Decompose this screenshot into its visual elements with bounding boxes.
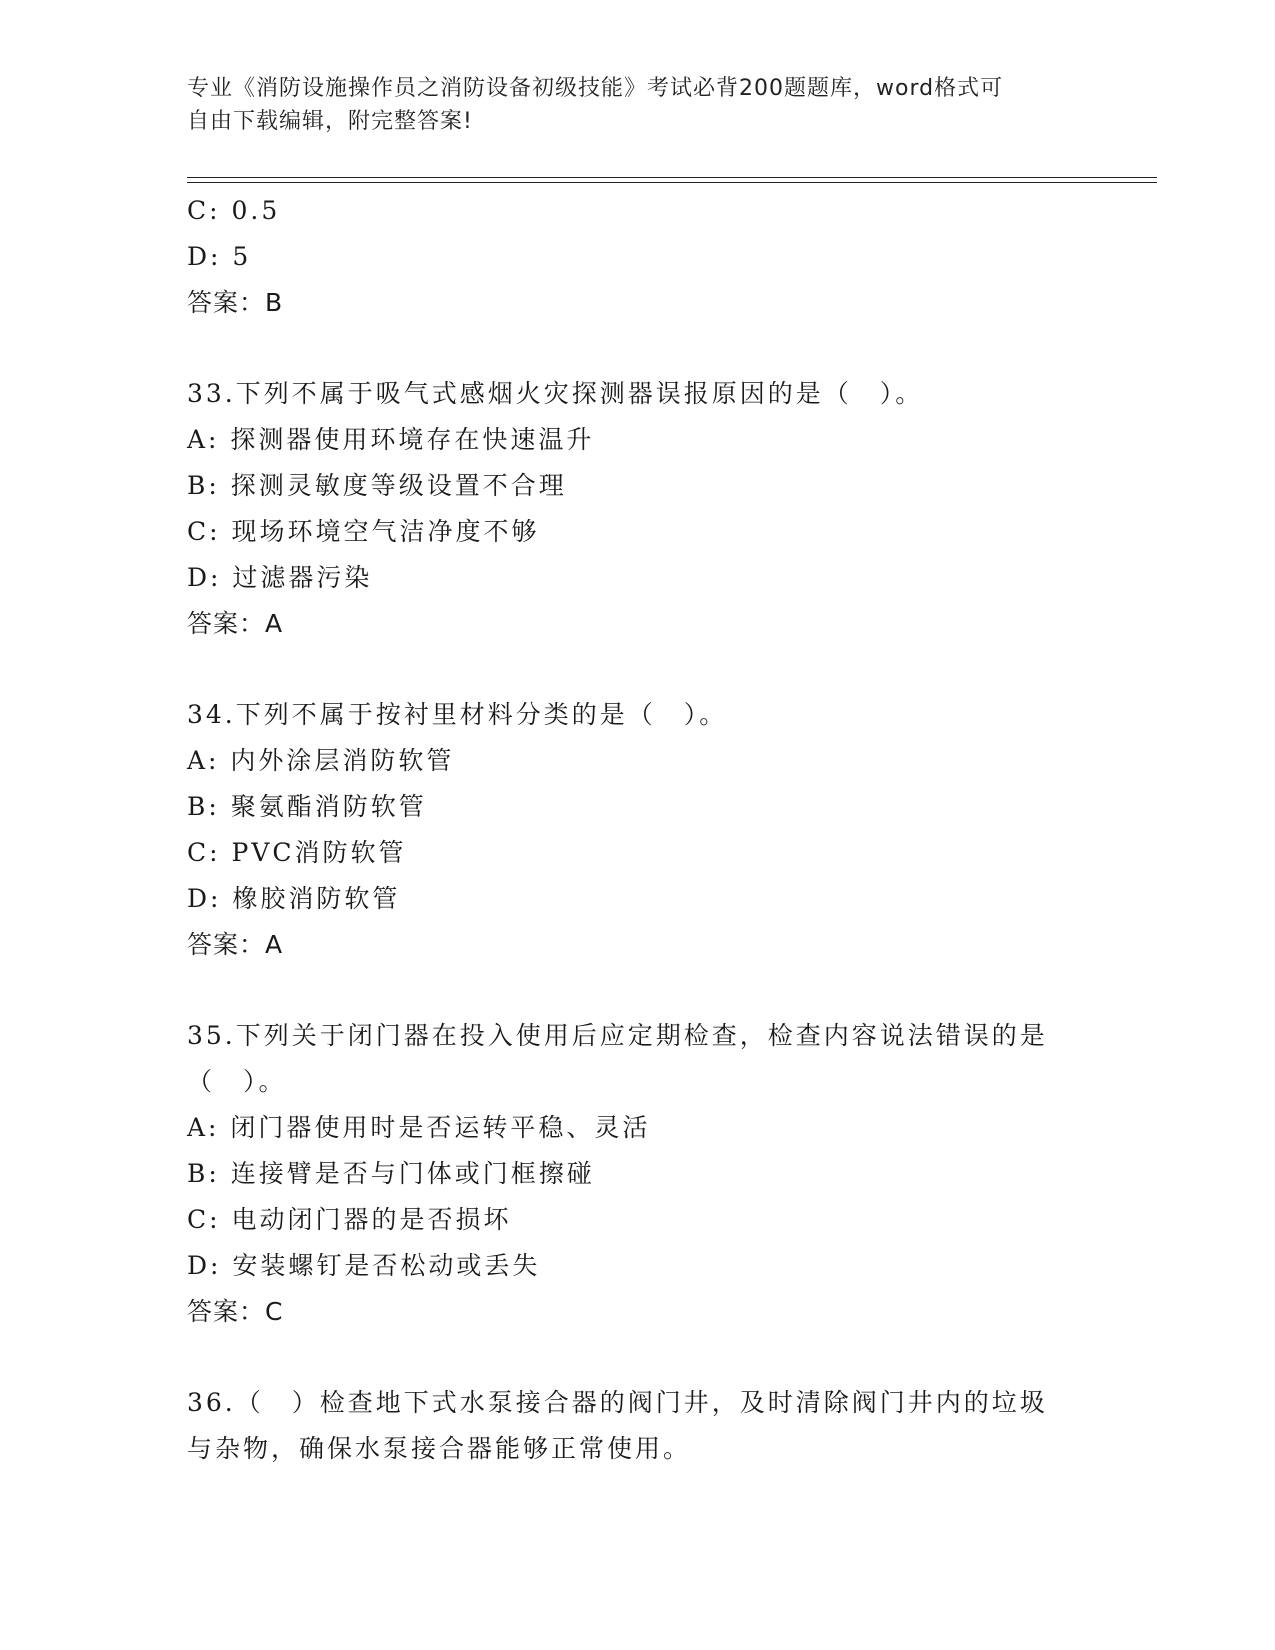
answer-label: 答案：A [187, 930, 284, 959]
question-stem-line-2: 与杂物，确保水泵接合器能够正常使用。 [187, 1434, 692, 1463]
spacer [187, 647, 1087, 692]
header-divider-top [187, 177, 1157, 178]
question-stem: 33.下列不属于吸气式感烟火灾探测器误报原因的是（ ）。 [187, 379, 924, 408]
question-stem: 34.下列不属于按衬里材料分类的是（ ）。 [187, 700, 728, 729]
spacer [187, 968, 1087, 1013]
option-b: B: 连接臂是否与门体或门框擦碰 [187, 1159, 595, 1188]
header-line-1: 专业《消防设施操作员之消防设备初级技能》考试必背200题题库，word格式可 [187, 76, 1004, 101]
document-header [187, 72, 1067, 138]
question-stem-line-1: 36.（ ）检查地下式水泵接合器的阀门井，及时清除阀门井内的垃圾 [187, 1388, 1048, 1417]
option-c: C: 现场环境空气洁净度不够 [187, 517, 540, 546]
option-a: A: 内外涂层消防软管 [187, 746, 455, 775]
option-b: B: 聚氨酯消防软管 [187, 792, 427, 821]
option-c: C: PVC消防软管 [187, 838, 407, 867]
answer-label: 答案：A [187, 609, 284, 638]
question-list [187, 188, 1087, 1472]
option-d: D: 安装螺钉是否松动或丢失 [187, 1251, 541, 1280]
option-c: C: 电动闭门器的是否损坏 [187, 1205, 512, 1234]
question-36 [187, 1380, 1087, 1472]
option-a: A: 闭门器使用时是否运转平稳、灵活 [187, 1113, 651, 1142]
option-d: D: 过滤器污染 [187, 563, 373, 592]
option-b: B: 探测灵敏度等级设置不合理 [187, 471, 567, 500]
question-33 [187, 371, 1087, 647]
answer-label: 答案：B [187, 288, 284, 317]
header-divider-bottom [187, 182, 1157, 183]
option-d: D: 5 [187, 242, 252, 271]
question-35 [187, 1013, 1087, 1335]
question-stem-line-1: 35.下列关于闭门器在投入使用后应定期检查，检查内容说法错误的是 [187, 1021, 1048, 1050]
header-line-2: 自由下载编辑，附完整答案! [187, 109, 473, 134]
option-c: C: 0.5 [187, 196, 281, 225]
question-34 [187, 692, 1087, 968]
option-a: A: 探测器使用环境存在快速温升 [187, 425, 595, 454]
option-d: D: 橡胶消防软管 [187, 884, 401, 913]
question-32-tail [187, 188, 1087, 326]
question-stem-line-2: （ ）。 [187, 1067, 287, 1096]
spacer [187, 1335, 1087, 1380]
spacer [187, 326, 1087, 371]
answer-label: 答案：C [187, 1297, 284, 1326]
